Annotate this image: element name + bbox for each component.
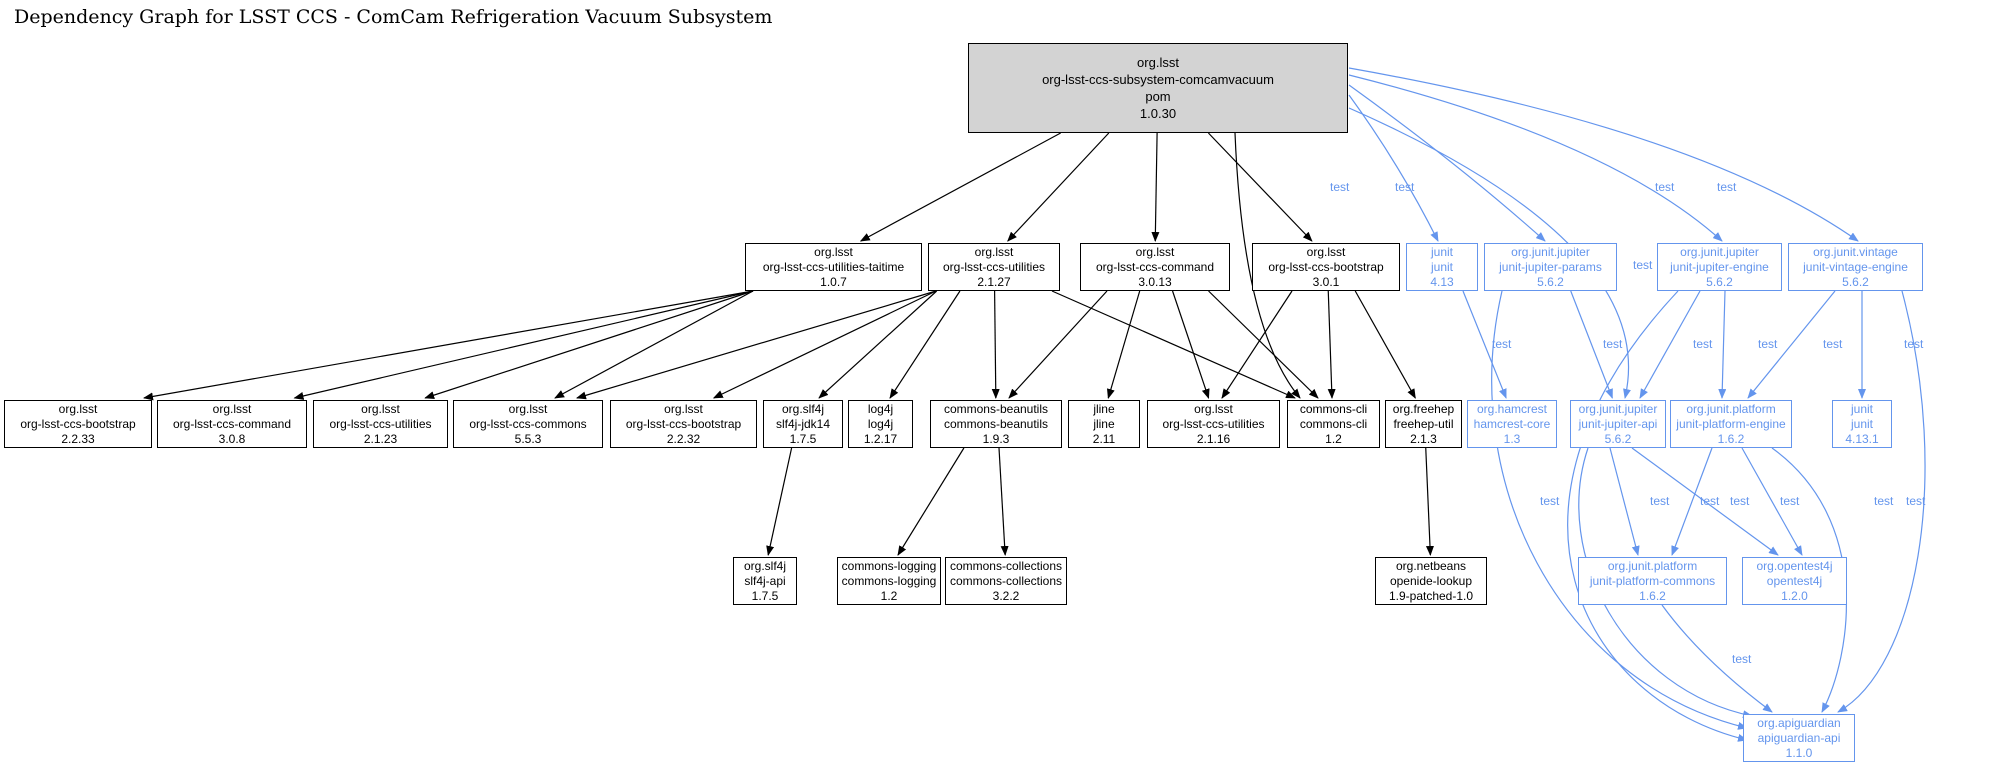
node-label-line: org-lsst-ccs-utilities-taitime bbox=[762, 259, 905, 274]
edge-label-vintage-platengine: test bbox=[1823, 337, 1843, 351]
edge-label-root-params: test bbox=[1395, 180, 1415, 194]
graph-title: Dependency Graph for LSST CCS - ComCam Refrigeration Vacuum Subsystem bbox=[14, 6, 773, 28]
node-label-line: apiguardian-api bbox=[1757, 730, 1841, 745]
node-label-line: org.lsst bbox=[974, 244, 1014, 259]
node-label-line: junit-jupiter-api bbox=[1578, 416, 1658, 431]
node-label-line: org.junit.jupiter bbox=[1680, 244, 1759, 259]
node-label-line: junit bbox=[1850, 401, 1873, 416]
node-hamcrest bbox=[1467, 400, 1557, 448]
node-label-line: 1.9.3 bbox=[982, 431, 1010, 446]
edge-command3013-jline bbox=[1108, 291, 1139, 398]
node-slf4jjdk14 bbox=[763, 400, 843, 448]
node-label-line: junit bbox=[1430, 259, 1453, 274]
node-label-line: 1.2 bbox=[880, 588, 898, 603]
node-label-line: commons-cli bbox=[1299, 401, 1368, 416]
node-label-line: commons-logging bbox=[841, 573, 937, 588]
node-label-line: org.junit.vintage bbox=[1813, 244, 1898, 259]
node-label-line: org.lsst bbox=[814, 244, 853, 259]
node-label-line: 3.0.1 bbox=[1312, 274, 1340, 289]
edge-root-jupengine bbox=[1349, 75, 1722, 241]
edge-root-junit413 bbox=[1349, 95, 1438, 241]
node-label-line: jline bbox=[1093, 416, 1115, 431]
node-label-line: 2.1.23 bbox=[363, 431, 398, 446]
node-label-line: org-lsst-ccs-bootstrap bbox=[20, 416, 136, 431]
edge-command3013-utilities2116 bbox=[1173, 291, 1209, 398]
node-label-line: 3.2.2 bbox=[992, 588, 1020, 603]
node-label-line: 4.13 bbox=[1430, 274, 1454, 289]
edge-command3013-beanutils bbox=[1009, 291, 1107, 398]
node-label-line: org.junit.platform bbox=[1686, 401, 1776, 416]
edge-taitime-commons553 bbox=[555, 291, 753, 398]
node-label-line: 1.6.2 bbox=[1639, 588, 1666, 603]
edge-jupengine-jupapi bbox=[1640, 291, 1700, 398]
node-params bbox=[1484, 243, 1617, 291]
node-label-line: 2.1.16 bbox=[1196, 431, 1231, 446]
node-jupengine bbox=[1657, 243, 1782, 291]
node-commonscollections bbox=[945, 557, 1067, 605]
node-label-line: 2.2.33 bbox=[61, 431, 95, 446]
edge-utilities227-slf4jjdk14 bbox=[819, 291, 937, 398]
node-label-line: 3.0.8 bbox=[218, 431, 246, 446]
node-label-line: org-lsst-ccs-utilities bbox=[1162, 416, 1265, 431]
node-platcommons bbox=[1578, 557, 1727, 605]
node-label-line: 1.3 bbox=[1503, 431, 1521, 446]
node-label-line: org-lsst-ccs-commons bbox=[469, 416, 587, 431]
node-apiguardian bbox=[1743, 714, 1855, 762]
node-label-line: org-lsst-ccs-bootstrap bbox=[1268, 259, 1384, 274]
node-openide bbox=[1375, 557, 1487, 605]
node-label-line: org.junit.jupiter bbox=[1511, 244, 1590, 259]
node-label-line: jline bbox=[1093, 401, 1115, 416]
node-label-line: org-lsst-ccs-utilities bbox=[329, 416, 432, 431]
node-label-line: org.netbeans bbox=[1395, 558, 1467, 573]
node-label-line: org.slf4j bbox=[743, 558, 787, 573]
node-label-line: 5.5.3 bbox=[514, 431, 542, 446]
node-label-line: 3.0.13 bbox=[1138, 274, 1172, 289]
node-label-line: org.lsst bbox=[58, 401, 98, 416]
edge-utilities227-commonscli bbox=[1052, 291, 1295, 398]
edge-utilities227-log4j bbox=[890, 291, 960, 398]
node-label-line: 1.7.5 bbox=[751, 588, 779, 603]
edge-taitime-command308 bbox=[295, 291, 753, 398]
node-label-line: 2.1.3 bbox=[1410, 431, 1437, 446]
node-jupapi bbox=[1570, 400, 1666, 448]
edge-label-jupapi-opentest4j: test bbox=[1730, 494, 1750, 508]
node-label-line: 2.11 bbox=[1092, 431, 1116, 446]
node-label-line: commons-logging bbox=[841, 558, 937, 573]
node-label-line: log4j bbox=[867, 416, 894, 431]
node-label-line: 1.1.0 bbox=[1785, 745, 1813, 760]
node-label-line: junit bbox=[1850, 416, 1873, 431]
edge-jupengine-apiguardian bbox=[1568, 291, 1747, 740]
edge-root-vintage bbox=[1349, 68, 1858, 241]
node-label-line: org.junit.jupiter bbox=[1578, 401, 1658, 416]
node-label-line: org.apiguardian bbox=[1757, 715, 1841, 730]
node-label-line: 5.6.2 bbox=[1706, 274, 1733, 289]
edge-bootstrap301-utilities2116 bbox=[1222, 291, 1292, 398]
node-label-line: org.hamcrest bbox=[1476, 401, 1548, 416]
node-label-line: junit-platform-engine bbox=[1676, 416, 1786, 431]
node-root bbox=[968, 43, 1348, 133]
node-label-line: opentest4j bbox=[1766, 573, 1823, 588]
node-label-line: junit-platform-commons bbox=[1589, 573, 1716, 588]
edge-root-taitime bbox=[861, 133, 1061, 241]
node-label-line: org.lsst bbox=[1137, 55, 1179, 70]
edge-label-platengine-opentest4j: test bbox=[1780, 494, 1800, 508]
edge-label-junit413-hamcrest: test bbox=[1492, 337, 1512, 351]
edge-utilities227-beanutils bbox=[995, 291, 996, 398]
edge-jupengine-platengine bbox=[1722, 291, 1725, 398]
edge-bootstrap301-commonscli bbox=[1328, 291, 1332, 398]
node-label-line: commons-collections bbox=[949, 558, 1063, 573]
node-label-line: org.junit.platform bbox=[1607, 558, 1698, 573]
node-label-line: 5.6.2 bbox=[1842, 274, 1869, 289]
node-label-line: 1.0.30 bbox=[1139, 106, 1177, 121]
node-label-line: log4j bbox=[867, 401, 894, 416]
node-label-line: 1.2.17 bbox=[863, 431, 898, 446]
edge-root-bootstrap301 bbox=[1208, 133, 1311, 241]
node-label-line: org.lsst bbox=[1306, 244, 1346, 259]
edge-label-platcommons-apiguardian: test bbox=[1732, 652, 1752, 666]
node-label-line: org.lsst bbox=[361, 401, 400, 416]
node-jline bbox=[1068, 400, 1140, 448]
node-junit413 bbox=[1406, 243, 1478, 291]
edge-label-jupengine-jupapi: test bbox=[1693, 337, 1713, 351]
edge-command3013-commonscli bbox=[1209, 291, 1318, 398]
edge-jupapi-platcommons bbox=[1610, 448, 1638, 555]
edge-label-vintage-apiguardian: test bbox=[1906, 494, 1926, 508]
node-label-line: 5.6.2 bbox=[1604, 431, 1632, 446]
node-label-line: org.lsst bbox=[1194, 401, 1233, 416]
node-label-line: slf4j-api bbox=[744, 573, 786, 588]
node-label-line: org-lsst-ccs-command bbox=[172, 416, 292, 431]
edge-label-vintage-junit4131: test bbox=[1904, 337, 1924, 351]
node-label-line: org.opentest4j bbox=[1756, 558, 1833, 573]
node-label-line: 1.0.7 bbox=[820, 274, 847, 289]
edge-label-platengine-platcommons: test bbox=[1700, 494, 1720, 508]
node-label-line: 1.2 bbox=[1325, 431, 1342, 446]
node-slf4japi bbox=[733, 557, 797, 605]
edge-freehep-openide bbox=[1426, 448, 1431, 555]
node-label-line: commons-beanutils bbox=[943, 416, 1049, 431]
node-label-line: hamcrest-core bbox=[1473, 416, 1551, 431]
edge-label-root-jupengine: test bbox=[1655, 180, 1675, 194]
edge-label-params-apiguardian: test bbox=[1540, 494, 1560, 508]
node-label-line: org.freehep bbox=[1392, 401, 1455, 416]
edge-root-params bbox=[1349, 85, 1545, 241]
node-label-line: org.lsst bbox=[508, 401, 548, 416]
node-label-line: 2.2.32 bbox=[666, 431, 701, 446]
node-label-line: commons-cli bbox=[1299, 416, 1368, 431]
node-label-line: org.slf4j bbox=[781, 401, 825, 416]
node-label-line: junit-jupiter-params bbox=[1499, 259, 1602, 274]
node-label-line: 1.6.2 bbox=[1717, 431, 1745, 446]
node-label-line: org.lsst bbox=[664, 401, 703, 416]
node-utilities2116 bbox=[1147, 400, 1280, 448]
node-label-line: org-lsst-ccs-bootstrap bbox=[625, 416, 742, 431]
node-bootstrap2233 bbox=[4, 400, 152, 448]
edge-root-command3013 bbox=[1155, 133, 1157, 241]
edge-root-utilities227 bbox=[1008, 133, 1109, 241]
node-commonscli bbox=[1287, 400, 1380, 448]
node-utilities227 bbox=[928, 243, 1060, 291]
edge-beanutils-commonscollections bbox=[999, 448, 1005, 555]
node-commons553 bbox=[453, 400, 603, 448]
node-platengine bbox=[1670, 400, 1792, 448]
node-label-line: junit-jupiter-engine bbox=[1670, 259, 1769, 274]
node-bootstrap301 bbox=[1252, 243, 1400, 291]
node-bootstrap2232 bbox=[610, 400, 757, 448]
edge-beanutils-commonslogging bbox=[898, 448, 964, 555]
edge-label-root-vintage: test bbox=[1717, 180, 1737, 194]
node-label-line: slf4j-jdk14 bbox=[775, 416, 831, 431]
edge-label-jupengine-platengine: test bbox=[1758, 337, 1778, 351]
edge-slf4jjdk14-slf4japi bbox=[768, 448, 791, 555]
edge-params-apiguardian bbox=[1492, 291, 1747, 728]
edge-taitime-utilities2123 bbox=[425, 291, 753, 398]
edge-label-platengine-apiguardian: test bbox=[1874, 494, 1894, 508]
node-commonslogging bbox=[837, 557, 941, 605]
node-label-line: 2.1.27 bbox=[977, 274, 1011, 289]
edge-utilities227-bootstrap2232 bbox=[714, 291, 936, 398]
node-command3013 bbox=[1080, 243, 1230, 291]
node-freehep bbox=[1385, 400, 1462, 448]
node-command308 bbox=[157, 400, 307, 448]
node-label-line: openide-lookup bbox=[1389, 573, 1473, 588]
node-label-line: 4.13.1 bbox=[1845, 431, 1879, 446]
node-junit4131 bbox=[1832, 400, 1892, 448]
edge-label-params-jupapi: test bbox=[1603, 337, 1623, 351]
node-taitime bbox=[745, 243, 922, 291]
node-vintage bbox=[1788, 243, 1923, 291]
node-log4j bbox=[848, 400, 913, 448]
edge-label-jupapi-platcommons: test bbox=[1650, 494, 1670, 508]
node-label-line: junit bbox=[1430, 244, 1453, 259]
edge-platcommons-apiguardian bbox=[1662, 605, 1772, 712]
node-opentest4j bbox=[1742, 557, 1847, 605]
node-label-line: org-lsst-ccs-command bbox=[1095, 259, 1215, 274]
node-label-line: junit-vintage-engine bbox=[1803, 259, 1908, 274]
node-label-line: commons-collections bbox=[949, 573, 1063, 588]
node-label-line: org-lsst-ccs-subsystem-comcamvacuum bbox=[1042, 72, 1274, 87]
node-label-line: 1.9-patched-1.0 bbox=[1388, 588, 1474, 603]
node-label-line: 1.7.5 bbox=[789, 431, 817, 446]
edge-label-root-junit413: test bbox=[1330, 180, 1350, 194]
node-utilities2123 bbox=[313, 400, 448, 448]
edge-taitime-bootstrap2233 bbox=[144, 291, 753, 398]
edge-utilities227-commons553 bbox=[577, 291, 936, 398]
node-label-line: 5.6.2 bbox=[1537, 274, 1564, 289]
node-label-line: 1.2.0 bbox=[1781, 588, 1808, 603]
node-label-line: commons-beanutils bbox=[943, 401, 1049, 416]
node-label-line: pom bbox=[1145, 89, 1171, 104]
node-beanutils bbox=[930, 400, 1062, 448]
node-label-line: org.lsst bbox=[212, 401, 252, 416]
node-label-line: freehep-util bbox=[1393, 416, 1454, 431]
node-label-line: org.lsst bbox=[1135, 244, 1175, 259]
node-label-line: org-lsst-ccs-utilities bbox=[942, 259, 1045, 274]
edge-bootstrap301-freehep bbox=[1355, 291, 1415, 398]
edge-label-root-jupapi: test bbox=[1633, 258, 1653, 272]
